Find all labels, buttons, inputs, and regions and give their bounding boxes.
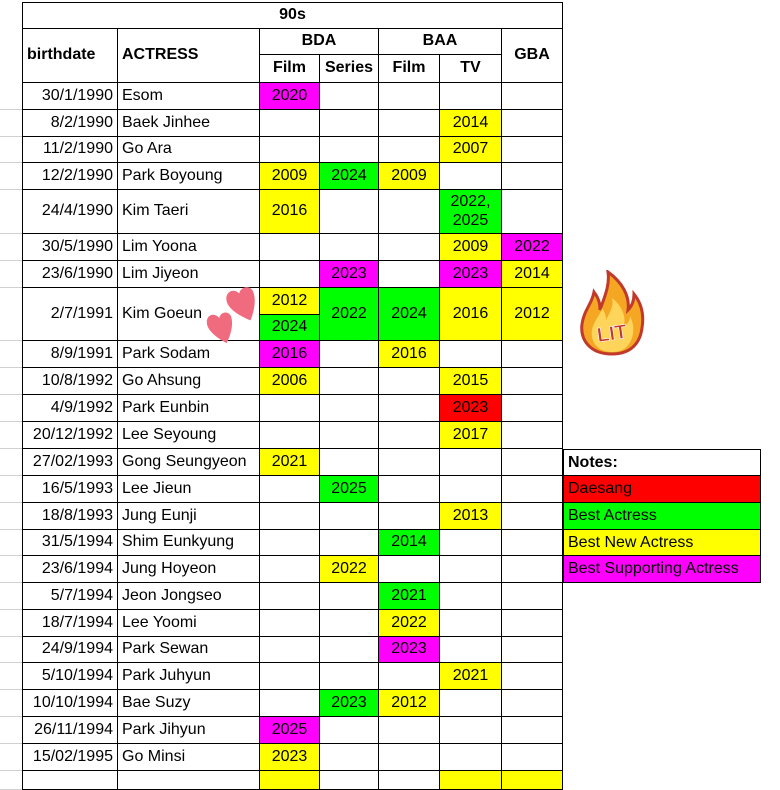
gridline: [0, 555, 22, 556]
gridline: [0, 340, 22, 341]
award-year-cell: 2023: [320, 690, 379, 717]
empty-cell: [379, 261, 440, 288]
empty-cell: [502, 583, 563, 610]
empty-cell: [502, 476, 563, 503]
actress-name-cell: [118, 771, 260, 790]
actress-name-cell: Baek Jinhee: [118, 110, 260, 137]
gridline: [0, 421, 22, 422]
gridline: [0, 136, 22, 137]
award-year-cell: [440, 771, 502, 790]
empty-cell: [260, 110, 320, 137]
gridline: [0, 109, 22, 110]
gridline: [0, 689, 22, 690]
award-year-cell: 2012: [379, 690, 440, 717]
empty-cell: [260, 234, 320, 261]
actress-name-cell: Kim Taeri: [118, 190, 260, 234]
empty-cell: [260, 530, 320, 556]
award-year-cell: 2023: [320, 261, 379, 288]
award-year-cell: 2006: [260, 368, 320, 395]
actress-name-cell: Kim Goeun: [118, 288, 260, 341]
gridline: [0, 475, 22, 476]
empty-cell: [379, 744, 440, 771]
award-year-cell: 2009: [379, 163, 440, 190]
birthdate-cell: 23/6/1994: [22, 556, 118, 583]
award-year-cell: 2023: [440, 261, 502, 288]
empty-cell: [379, 422, 440, 449]
empty-cell: [260, 422, 320, 449]
gridline: [0, 636, 22, 637]
header-gba: GBA: [502, 29, 563, 83]
birthdate-cell: 10/8/1992: [22, 368, 118, 395]
empty-cell: [440, 476, 502, 503]
empty-cell: [502, 610, 563, 637]
empty-cell: [440, 83, 502, 110]
header-baa-tv: TV: [440, 55, 502, 83]
gridline: [0, 770, 22, 771]
hearts-icon: [200, 278, 270, 348]
empty-cell: [502, 110, 563, 137]
birthdate-cell: [22, 771, 118, 790]
award-year-cell: 2022: [320, 556, 379, 583]
empty-cell: [440, 744, 502, 771]
empty-cell: [379, 234, 440, 261]
actress-name-cell: Park Sewan: [118, 637, 260, 663]
birthdate-cell: 20/12/1992: [22, 422, 118, 449]
empty-cell: [320, 717, 379, 744]
award-year-cell: 2023: [260, 744, 320, 771]
empty-cell: [379, 663, 440, 690]
award-year-cell: 2025: [320, 476, 379, 503]
empty-cell: [440, 449, 502, 476]
empty-cell: [260, 637, 320, 663]
gridline: [0, 448, 22, 449]
header-bda: BDA: [260, 29, 379, 55]
award-year-cell: 2020: [260, 83, 320, 110]
actress-name-cell: Park Jihyun: [118, 717, 260, 744]
birthdate-cell: 30/5/1990: [22, 234, 118, 261]
empty-cell: [260, 690, 320, 717]
empty-cell: [260, 476, 320, 503]
empty-cell: [320, 771, 379, 790]
birthdate-cell: 27/02/1993: [22, 449, 118, 476]
award-year-cell: 2025: [260, 717, 320, 744]
actress-name-cell: Go Ahsung: [118, 368, 260, 395]
actress-name-cell: Lim Jiyeon: [118, 261, 260, 288]
actress-name-cell: Park Boyoung: [118, 163, 260, 190]
birthdate-cell: 4/9/1992: [22, 395, 118, 422]
birthdate-cell: 8/2/1990: [22, 110, 118, 137]
birthdate-cell: 10/10/1994: [22, 690, 118, 717]
empty-cell: [379, 476, 440, 503]
empty-cell: [320, 503, 379, 530]
birthdate-cell: 26/11/1994: [22, 717, 118, 744]
birthdate-cell: 30/1/1990: [22, 83, 118, 110]
empty-cell: [260, 137, 320, 163]
actress-name-cell: Lim Yoona: [118, 234, 260, 261]
birthdate-cell: 24/4/1990: [22, 190, 118, 234]
award-year-cell: 2017: [440, 422, 502, 449]
actress-name-cell: Park Juhyun: [118, 663, 260, 690]
empty-cell: [260, 395, 320, 422]
award-year-cell: 2022, 2025: [440, 190, 502, 234]
actress-name-cell: Lee Seyoung: [118, 422, 260, 449]
award-year-cell: 2024: [260, 315, 320, 341]
birthdate-cell: 24/9/1994: [22, 637, 118, 663]
birthdate-cell: 5/10/1994: [22, 663, 118, 690]
actress-name-cell: Jeon Jongseo: [118, 583, 260, 610]
empty-cell: [379, 556, 440, 583]
legend-item: Best Actress: [563, 503, 761, 530]
award-year-cell: 2022: [502, 234, 563, 261]
decade-title: 90s: [22, 2, 563, 29]
empty-cell: [260, 583, 320, 610]
award-year-cell: 2016: [260, 190, 320, 234]
empty-cell: [379, 137, 440, 163]
sticker-text: LIT: [595, 321, 629, 347]
empty-cell: [379, 771, 440, 790]
award-year-cell: 2013: [440, 503, 502, 530]
award-year-cell: 2014: [379, 530, 440, 556]
award-year-cell: 2012: [260, 288, 320, 315]
empty-cell: [440, 556, 502, 583]
award-year-cell: 2024: [379, 288, 440, 341]
empty-cell: [320, 610, 379, 637]
fire-icon: [578, 270, 646, 356]
empty-cell: [440, 610, 502, 637]
empty-cell: [320, 190, 379, 234]
empty-cell: [502, 395, 563, 422]
gridline: [0, 716, 22, 717]
legend-item: Daesang: [563, 476, 761, 503]
empty-cell: [320, 395, 379, 422]
birthdate-cell: 8/9/1991: [22, 341, 118, 368]
birthdate-cell: 16/5/1993: [22, 476, 118, 503]
empty-cell: [502, 744, 563, 771]
birthdate-cell: 18/7/1994: [22, 610, 118, 637]
empty-cell: [379, 395, 440, 422]
award-year-cell: 2022: [320, 288, 379, 341]
empty-cell: [502, 137, 563, 163]
empty-cell: [440, 163, 502, 190]
birthdate-cell: 12/2/1990: [22, 163, 118, 190]
empty-cell: [320, 637, 379, 663]
award-year-cell: 2014: [502, 261, 563, 288]
legend-item: Best Supporting Actress: [563, 556, 761, 583]
gridline: [0, 394, 22, 395]
award-year-cell: 2023: [379, 637, 440, 663]
empty-cell: [320, 137, 379, 163]
birthdate-cell: 23/6/1990: [22, 261, 118, 288]
empty-cell: [502, 368, 563, 395]
empty-cell: [502, 717, 563, 744]
award-year-cell: 2016: [260, 341, 320, 368]
actress-name-cell: Go Ara: [118, 137, 260, 163]
actress-name-cell: Lee Yoomi: [118, 610, 260, 637]
gridline: [0, 609, 22, 610]
empty-cell: [379, 190, 440, 234]
award-year-cell: [260, 771, 320, 790]
empty-cell: [502, 341, 563, 368]
award-year-cell: 2016: [379, 341, 440, 368]
empty-cell: [379, 368, 440, 395]
actress-name-cell: Esom: [118, 83, 260, 110]
award-year-cell: 2015: [440, 368, 502, 395]
header-bda-film: Film: [260, 55, 320, 83]
header-bda-series: Series: [320, 55, 379, 83]
empty-cell: [260, 556, 320, 583]
empty-cell: [502, 449, 563, 476]
gridline: [0, 582, 22, 583]
award-year-cell: 2024: [320, 163, 379, 190]
empty-cell: [502, 530, 563, 556]
empty-cell: [320, 449, 379, 476]
gridline: [0, 662, 22, 663]
actress-name-cell: Park Sodam: [118, 341, 260, 368]
legend-item: Best New Actress: [563, 530, 761, 556]
empty-cell: [379, 110, 440, 137]
gridline: [0, 233, 22, 234]
birthdate-cell: 18/8/1993: [22, 503, 118, 530]
actress-name-cell: Jung Eunji: [118, 503, 260, 530]
empty-cell: [260, 663, 320, 690]
empty-cell: [320, 83, 379, 110]
header-baa: BAA: [379, 29, 502, 55]
empty-cell: [502, 637, 563, 663]
birthdate-cell: 31/5/1994: [22, 530, 118, 556]
empty-cell: [320, 663, 379, 690]
empty-cell: [440, 637, 502, 663]
gridline: [0, 162, 22, 163]
actress-name-cell: Shim Eunkyung: [118, 530, 260, 556]
empty-cell: [260, 503, 320, 530]
empty-cell: [502, 690, 563, 717]
award-year-cell: 2022: [379, 610, 440, 637]
empty-cell: [320, 744, 379, 771]
gridline: [0, 287, 22, 288]
award-year-cell: 2021: [440, 663, 502, 690]
gridline: [0, 367, 22, 368]
actress-name-cell: Park Eunbin: [118, 395, 260, 422]
award-year-cell: 2021: [260, 449, 320, 476]
empty-cell: [440, 341, 502, 368]
empty-cell: [502, 422, 563, 449]
actress-name-cell: Lee Jieun: [118, 476, 260, 503]
empty-cell: [502, 83, 563, 110]
empty-cell: [440, 530, 502, 556]
actress-name-cell: Go Minsi: [118, 744, 260, 771]
empty-cell: [379, 717, 440, 744]
award-year-cell: 2009: [260, 163, 320, 190]
empty-cell: [320, 234, 379, 261]
empty-cell: [320, 530, 379, 556]
birthdate-cell: 2/7/1991: [22, 288, 118, 341]
empty-cell: [320, 422, 379, 449]
award-year-cell: 2023: [440, 395, 502, 422]
header-baa-film: Film: [379, 55, 440, 83]
notes-title: Notes:: [563, 449, 761, 476]
award-year-cell: 2016: [440, 288, 502, 341]
award-year-cell: 2021: [379, 583, 440, 610]
empty-cell: [379, 449, 440, 476]
gridline: [0, 743, 22, 744]
birthdate-cell: 5/7/1994: [22, 583, 118, 610]
award-year-cell: 2012: [502, 288, 563, 341]
empty-cell: [320, 110, 379, 137]
empty-cell: [440, 717, 502, 744]
empty-cell: [502, 503, 563, 530]
empty-cell: [440, 583, 502, 610]
actress-name-cell: Gong Seungyeon: [118, 449, 260, 476]
gridline: [0, 529, 22, 530]
award-year-cell: 2014: [440, 110, 502, 137]
actress-name-cell: Jung Hoyeon: [118, 556, 260, 583]
empty-cell: [320, 583, 379, 610]
gridline: [0, 502, 22, 503]
actress-name-cell: Bae Suzy: [118, 690, 260, 717]
header-birthdate: birthdate: [22, 29, 118, 83]
award-year-cell: 2009: [440, 234, 502, 261]
empty-cell: [260, 610, 320, 637]
empty-cell: [320, 341, 379, 368]
gridline: [0, 260, 22, 261]
birthdate-cell: 11/2/1990: [22, 137, 118, 163]
empty-cell: [502, 663, 563, 690]
empty-cell: [502, 190, 563, 234]
empty-cell: [379, 83, 440, 110]
gridline: [0, 189, 22, 190]
empty-cell: [320, 368, 379, 395]
award-year-cell: 2007: [440, 137, 502, 163]
birthdate-cell: 15/02/1995: [22, 744, 118, 771]
empty-cell: [502, 163, 563, 190]
empty-cell: [502, 556, 563, 583]
header-actress: ACTRESS: [118, 29, 260, 83]
empty-cell: [440, 690, 502, 717]
award-year-cell: [502, 771, 563, 790]
empty-cell: [379, 503, 440, 530]
